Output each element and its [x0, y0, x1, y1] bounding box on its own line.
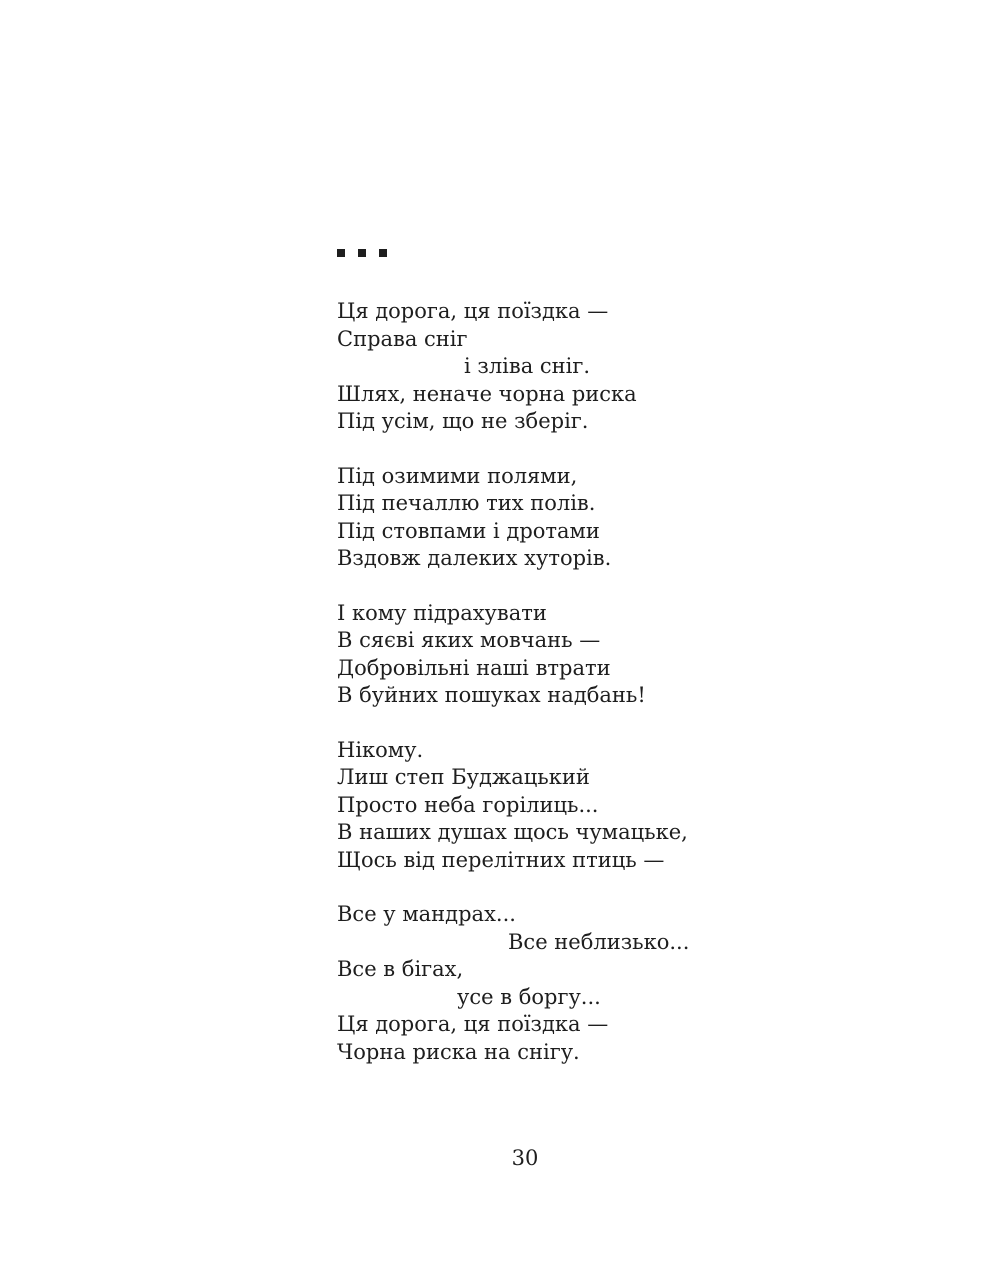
poem-line: Під печаллю тих полів.	[337, 491, 596, 515]
section-break-ornament	[337, 249, 387, 257]
page-number: 30	[511, 1146, 539, 1170]
poem-line: Ця дорога, ця поїздка —	[337, 1012, 609, 1036]
poem-line: Добровільні наші втрати	[337, 655, 611, 680]
ornament-square	[358, 249, 366, 257]
ornament-square	[337, 249, 345, 257]
poem-line: В сяєві яких мовчань —	[337, 628, 601, 652]
poem-line: Шлях, неначе чорна риска	[337, 381, 637, 406]
poem-line: Лиш степ Буджацький	[337, 765, 590, 789]
poem-line: Все у мандрах...	[337, 902, 516, 926]
poem-line: В буйних пошуках надбань!	[337, 683, 646, 707]
poem-line: Під усім, що не зберіг.	[337, 409, 589, 433]
poem-line: В наших душах щось чумацьке,	[337, 820, 688, 844]
poem-line: Щось від перелітних птиць —	[337, 847, 665, 872]
poem-line: Справа сніг	[337, 326, 468, 351]
stanza-5	[337, 901, 757, 1066]
poem-line: Вздовж далеких хуторів.	[337, 546, 612, 570]
poem-line: Все в бігах,	[337, 957, 464, 981]
stanza-3	[337, 600, 757, 710]
stanza-1	[337, 298, 757, 436]
poem-line: Ця дорога, ця поїздка —	[337, 299, 609, 323]
poem-line: Під озимими полями,	[337, 463, 578, 488]
poem-line: І кому підрахувати	[337, 600, 547, 625]
poem-line: Чорна риска на снігу.	[337, 1039, 580, 1064]
poem-line: Нікому.	[337, 737, 424, 762]
poem-line: Все неблизько...	[508, 929, 690, 954]
stanza-2	[337, 463, 757, 573]
poem-line: і зліва сніг.	[464, 354, 591, 378]
ornament-square	[379, 249, 387, 257]
poem-line: усе в боргу...	[457, 984, 601, 1009]
stanza-4	[337, 737, 757, 875]
poem-line: Під стовпами і дротами	[337, 518, 600, 543]
poem	[337, 298, 757, 1093]
poem-line: Просто неба горілиць...	[337, 792, 599, 817]
